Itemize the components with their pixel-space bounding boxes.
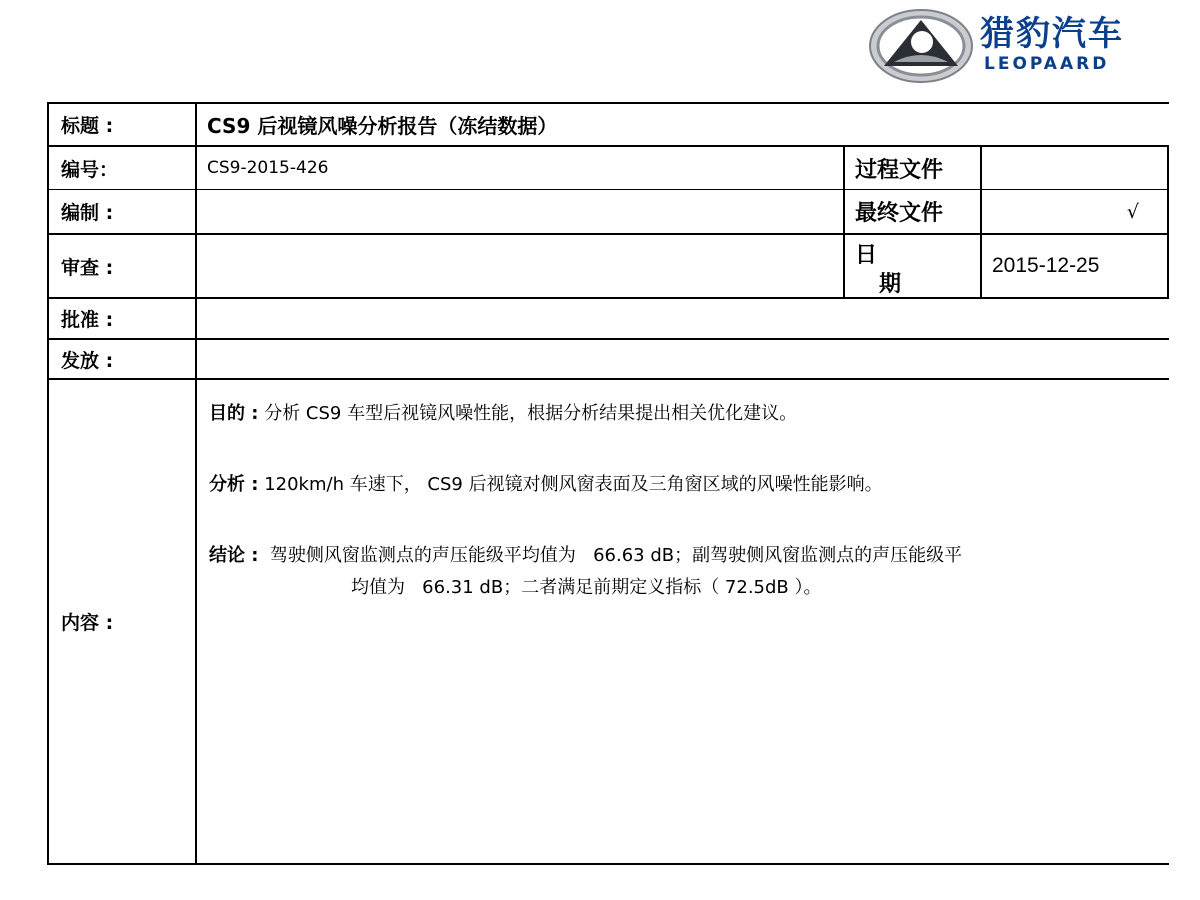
conclusion-paragraph <box>209 540 1164 604</box>
purpose-label: 目的 : <box>209 403 259 424</box>
approve-label: 批准 : <box>61 309 114 331</box>
review-label: 审查 : <box>61 256 114 279</box>
conclusion-line-2: 均值为 66.31 dB；二者满足前期定义指标（ 72.5dB ）。 <box>351 577 822 598</box>
report-form <box>47 102 1169 865</box>
title-label: 标题 : <box>61 115 114 137</box>
purpose-paragraph <box>209 398 1164 430</box>
purpose-text: 分析 CS9 车型后视镜风噪性能，根据分析结果提出相关优化建议。 <box>258 403 798 424</box>
title-value: CS9 后视镜风噪分析报告（冻结数据） <box>207 114 558 138</box>
leopaard-logo <box>868 8 1188 84</box>
final-doc-checkmark: √ <box>1126 200 1139 223</box>
compiled-label: 编制 : <box>61 202 114 224</box>
brand-name-cn: 猎豹汽车 <box>980 14 1124 54</box>
date-label <box>845 235 980 297</box>
review-value <box>197 235 843 297</box>
approve-value <box>197 299 1169 338</box>
date-value: 2015-12-25 <box>992 254 1100 277</box>
analysis-text: 120km/h 车速下， CS9 后视镜对侧风窗表面及三角窗区域的风噪性能影响。 <box>258 474 883 495</box>
number-label: 编号： <box>61 158 119 181</box>
date-label-char-1: 日 <box>855 243 878 268</box>
analysis-label: 分析 : <box>209 474 259 495</box>
conclusion-label: 结论 : <box>209 545 259 566</box>
conclusion-line-1: 驾驶侧风窗监测点的声压能级平均值为 66.63 dB；副驾驶侧风窗监测点的声压能级平 <box>258 545 963 566</box>
number-value: CS9-2015-426 <box>207 158 329 178</box>
release-label: 发放 : <box>61 349 114 372</box>
final-doc-label: 最终文件 <box>855 201 944 226</box>
brand-name-en: LEOPAARD <box>984 54 1110 74</box>
content-label: 内容 : <box>61 612 114 634</box>
analysis-paragraph <box>209 469 1164 501</box>
content-body <box>209 398 1164 643</box>
compiled-value <box>197 190 843 233</box>
release-value <box>197 340 1169 378</box>
process-doc-value <box>982 147 1167 189</box>
process-doc-label: 过程文件 <box>855 157 944 183</box>
date-label-char-2: 期 <box>879 272 902 297</box>
leopaard-emblem-icon <box>868 8 974 84</box>
